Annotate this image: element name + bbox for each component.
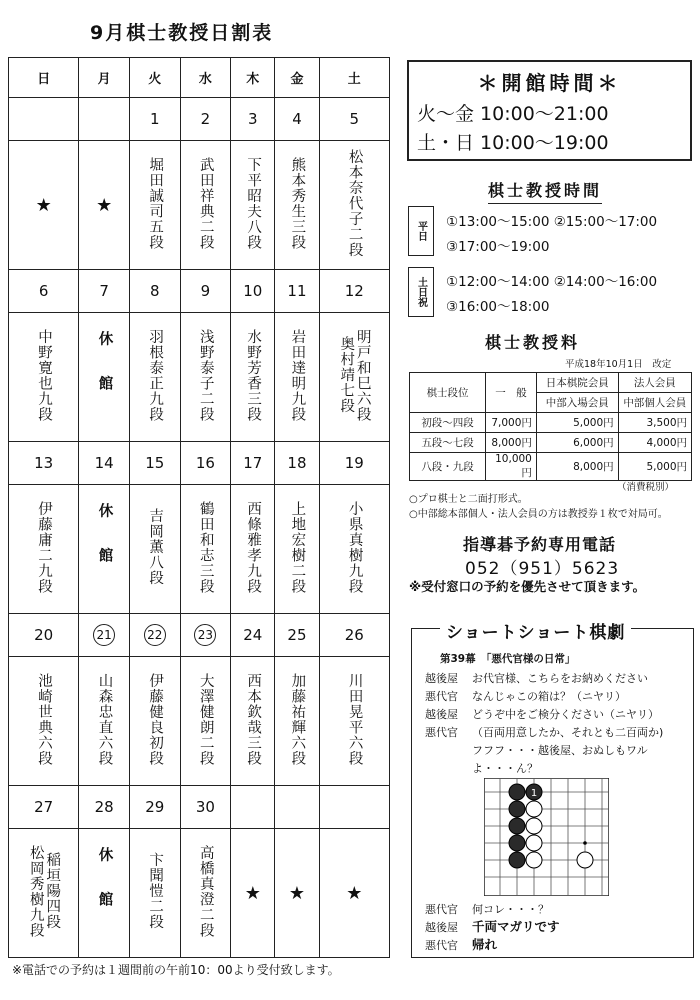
black-stone — [509, 852, 525, 868]
teacher-cell — [180, 657, 231, 786]
calendar-date: 28 — [79, 786, 130, 829]
fee-header-corp: 法人会員 — [618, 373, 691, 393]
teacher-name: 堀田誠司五段 — [147, 156, 164, 250]
page-title: 9月棋士教授日割表 — [90, 22, 274, 44]
closed-label: 休館 — [96, 846, 113, 936]
teacher-name: 中野寛也九段 — [36, 328, 53, 422]
dialogue-line: お代官様、こちらをお納めください — [472, 672, 648, 685]
calendar-date: 30 — [180, 786, 231, 829]
teacher-name: 大澤健朗二段 — [197, 672, 214, 766]
calendar-date: 18 — [275, 442, 319, 485]
dialogue-line: （百両用意したか、それとも二百両か) — [472, 726, 664, 739]
weekday-slots-1: ①13:00～15:00 ②15:00～17:00 — [446, 214, 658, 230]
black-stone — [509, 784, 525, 800]
teacher-name: 岩田達明九段 — [289, 328, 306, 422]
calendar-date — [319, 786, 389, 829]
speaker: 悪代官 — [425, 903, 458, 916]
star-icon: ★ — [244, 882, 261, 904]
teacher-cell — [231, 485, 275, 614]
fee-amount: 8,000円 — [536, 453, 618, 481]
calendar-date: 5 — [319, 98, 389, 141]
calendar-date: 3 — [231, 98, 275, 141]
black-stone — [509, 818, 525, 834]
weekday-header: 日 — [9, 58, 79, 98]
teacher-cell — [9, 485, 79, 614]
story-episode: 第39幕 「悪代官様の日常」 — [440, 653, 576, 665]
circled-date: 21 — [93, 624, 115, 646]
star-point-marker — [583, 841, 587, 845]
fee-revision-date: 平成18年10月1日 改定 — [565, 359, 672, 370]
star-icon: ★ — [288, 882, 306, 904]
teacher-cell — [231, 141, 275, 270]
speaker: 越後屋 — [425, 672, 458, 685]
teacher-cell — [129, 141, 180, 270]
calendar-date: 25 — [275, 614, 319, 657]
teacher-name: 下平昭夫八段 — [245, 156, 262, 250]
calendar-date: 26 — [319, 614, 389, 657]
teacher-cell — [275, 657, 319, 786]
tax-note: （消費税別） — [617, 482, 675, 493]
teacher-name: 水野芳香三段 — [245, 328, 262, 422]
teacher-name: 卞聞愷二段 — [147, 852, 164, 930]
teacher-name: 吉岡薫八段 — [147, 508, 164, 586]
calendar-date — [79, 98, 130, 141]
white-stone — [526, 852, 542, 868]
fee-rank: 初段～四段 — [410, 413, 486, 433]
circled-date: 23 — [194, 624, 216, 646]
white-stone — [526, 835, 542, 851]
fee-amount: 5,000円 — [618, 453, 691, 481]
black-stone — [509, 801, 525, 817]
calendar-date: 10 — [231, 270, 275, 313]
fee-header-member-sub: 中部入場会員 — [536, 393, 618, 413]
teacher-name: 西本欽哉三段 — [245, 672, 262, 766]
teacher-name: 鶴田和志三段 — [197, 500, 214, 594]
dialogue-line: 何コレ・・・？ — [472, 903, 549, 916]
closed-label: 休館 — [96, 502, 113, 592]
holiday-slots-2: ③16:00～18:00 — [446, 299, 550, 315]
closed-label: 休館 — [96, 330, 113, 420]
weekday-header: 金 — [275, 58, 319, 98]
dialogue-line: フフフ・・・越後屋、おぬしもワル — [472, 744, 648, 757]
star-mark — [231, 829, 275, 958]
calendar-table — [8, 57, 390, 958]
speaker: 悪代官 — [425, 726, 458, 739]
teacher-cell — [319, 657, 389, 786]
calendar-date: 13 — [9, 442, 79, 485]
weekday-hours: 火～金 10:00～21:00 — [417, 103, 609, 125]
closed-day — [79, 829, 130, 958]
calendar-date: 20 — [9, 614, 79, 657]
dialogue-line: よ・・・ん？ — [472, 762, 538, 775]
calendar-date — [231, 786, 275, 829]
teacher-cell — [180, 141, 231, 270]
fee-title: 棋士教授料 — [485, 333, 581, 352]
teacher-cell — [275, 485, 319, 614]
calendar-date: 2 — [180, 98, 231, 141]
fee-header-member: 日本棋院会員 — [536, 373, 618, 393]
calendar-date: 7 — [79, 270, 130, 313]
teacher-name: 伊藤健良初段 — [147, 672, 164, 766]
fee-header-corp-sub: 中部個人会員 — [618, 393, 691, 413]
fee-rank: 八段・九段 — [410, 453, 486, 481]
teacher-name: 明戸和巳六段 — [354, 328, 371, 422]
teacher-cell — [319, 485, 389, 614]
calendar-date — [129, 614, 180, 657]
teacher-name: 熊本秀生三段 — [289, 156, 306, 250]
calendar-date — [275, 786, 319, 829]
calendar-date — [180, 614, 231, 657]
calendar-date: 24 — [231, 614, 275, 657]
teacher-cell — [231, 657, 275, 786]
opening-hours-title: ＊開館時間＊ — [477, 71, 622, 95]
calendar-date: 4 — [275, 98, 319, 141]
go-board-diagram — [484, 778, 609, 896]
calendar-date: 27 — [9, 786, 79, 829]
calendar-date: 6 — [9, 270, 79, 313]
phone-title: 指導碁予約専用電話 — [463, 535, 617, 554]
calendar-date: 29 — [129, 786, 180, 829]
weekend-hours: 土・日 10:00～19:00 — [417, 132, 609, 154]
teacher-cell — [275, 141, 319, 270]
fee-amount: 7,000円 — [486, 413, 537, 433]
teacher-cell — [129, 485, 180, 614]
teacher-name: 浅野泰子二段 — [197, 328, 214, 422]
fee-amount: 4,000円 — [618, 433, 691, 453]
calendar-date: 8 — [129, 270, 180, 313]
teacher-name: 武田祥典二段 — [197, 156, 214, 250]
star-mark — [319, 829, 389, 958]
white-stone — [577, 852, 593, 868]
teacher-name: 西條雅孝九段 — [245, 500, 262, 594]
teacher-name: 小県真樹九段 — [346, 500, 363, 594]
weekday-header: 土 — [319, 58, 389, 98]
teacher-name: 松岡秀樹九段 — [27, 844, 44, 938]
teacher-cell — [180, 313, 231, 442]
fee-note-2: ○中部総本部個人・法人会員の方は教授券１枚で対局可。 — [409, 509, 668, 520]
weekday-tag: 平日 — [408, 206, 434, 256]
teacher-cell — [79, 657, 130, 786]
phone-note: ※受付窓口の予約を優先させて頂きます。 — [409, 579, 646, 594]
weekday-header: 火 — [129, 58, 180, 98]
fee-note-1: ○プロ棋士と二面打形式。 — [409, 494, 528, 505]
dialogue-line: 千両マガリです — [472, 919, 560, 934]
calendar-date: 9 — [180, 270, 231, 313]
teacher-cell — [129, 829, 180, 958]
fee-amount: 3,500円 — [618, 413, 691, 433]
star-icon: ★ — [35, 194, 52, 216]
calendar-date: 19 — [319, 442, 389, 485]
weekday-header: 木 — [231, 58, 275, 98]
fee-amount: 5,000円 — [536, 413, 618, 433]
white-stone — [526, 801, 542, 817]
black-stone — [509, 835, 525, 851]
teacher-cell — [180, 485, 231, 614]
teacher-name: 松本奈代子二段 — [346, 148, 363, 258]
fee-amount: 8,000円 — [486, 433, 537, 453]
dialogue-line: なんじゃこの箱は？（ニヤリ） — [472, 690, 626, 703]
teacher-name: 山森忠直六段 — [96, 672, 113, 766]
teacher-name: 加藤祐輝六段 — [289, 672, 306, 766]
calendar-date: 11 — [275, 270, 319, 313]
calendar-date — [9, 98, 79, 141]
star-mark — [275, 829, 319, 958]
fee-amount: 6,000円 — [536, 433, 618, 453]
calendar-date: 14 — [79, 442, 130, 485]
teacher-cell — [319, 141, 389, 270]
teacher-name: 奥村靖七段 — [338, 336, 355, 414]
circled-date: 22 — [144, 624, 166, 646]
teacher-name: 池崎世典六段 — [36, 672, 53, 766]
story-title: ショートショート棋劇 — [440, 618, 631, 643]
fee-rank: 五段～七段 — [410, 433, 486, 453]
weekday-header: 月 — [79, 58, 130, 98]
speaker: 越後屋 — [425, 921, 458, 934]
teacher-cell — [129, 657, 180, 786]
teacher-cell — [180, 829, 231, 958]
fee-row — [410, 413, 692, 433]
speaker: 悪代官 — [425, 690, 458, 703]
dialogue-line: どうぞ中をご検分ください（ニヤリ） — [472, 708, 659, 721]
holiday-tag: 土日祝 — [408, 267, 434, 317]
calendar-date: 15 — [129, 442, 180, 485]
star-mark — [9, 141, 79, 270]
calendar-date: 12 — [319, 270, 389, 313]
fee-row — [410, 453, 692, 481]
fee-header-rank: 棋士段位 — [410, 373, 486, 413]
teacher-cell — [231, 313, 275, 442]
teacher-cell — [9, 657, 79, 786]
calendar-date — [79, 614, 130, 657]
weekday-slots-2: ③17:00～19:00 — [446, 239, 550, 255]
teacher-cell — [129, 313, 180, 442]
star-icon: ★ — [96, 194, 113, 216]
calendar-date: 17 — [231, 442, 275, 485]
teacher-name: 川田晃平六段 — [346, 672, 363, 766]
phone-number[interactable]: 052（951）5623 — [465, 559, 620, 579]
fee-amount: 10,000円 — [486, 453, 537, 481]
white-stone — [526, 818, 542, 834]
teacher-name: 高橋真澄二段 — [197, 844, 214, 938]
closed-day — [79, 485, 130, 614]
move-number-label: 1 — [530, 788, 538, 799]
teacher-name: 上地宏樹二段 — [289, 500, 306, 594]
dialogue-line: 帰れ — [472, 937, 498, 952]
teacher-cell — [9, 313, 79, 442]
holiday-slots-1: ①12:00～14:00 ②14:00～16:00 — [446, 274, 658, 290]
fee-header-general: 一 般 — [486, 373, 537, 413]
teaching-time-title: 棋士教授時間 — [488, 178, 602, 204]
star-icon: ★ — [346, 882, 363, 904]
speaker: 悪代官 — [425, 939, 458, 952]
teacher-cell — [275, 313, 319, 442]
teacher-cell — [9, 829, 79, 958]
reservation-footnote: ※電話での予約は１週間前の午前10：00より受付致します。 — [12, 963, 340, 977]
calendar-date: 16 — [180, 442, 231, 485]
fee-row — [410, 433, 692, 453]
speaker: 越後屋 — [425, 708, 458, 721]
star-mark — [79, 141, 130, 270]
teacher-name: 伊藤庸二九段 — [36, 500, 53, 594]
weekday-header: 水 — [180, 58, 231, 98]
teacher-name: 稲垣陽四段 — [44, 852, 61, 930]
opening-hours-box — [407, 60, 692, 161]
fee-table — [409, 372, 692, 481]
teacher-cell — [319, 313, 389, 442]
closed-day — [79, 313, 130, 442]
teacher-name: 羽根泰正九段 — [147, 328, 164, 422]
calendar-date: 1 — [129, 98, 180, 141]
